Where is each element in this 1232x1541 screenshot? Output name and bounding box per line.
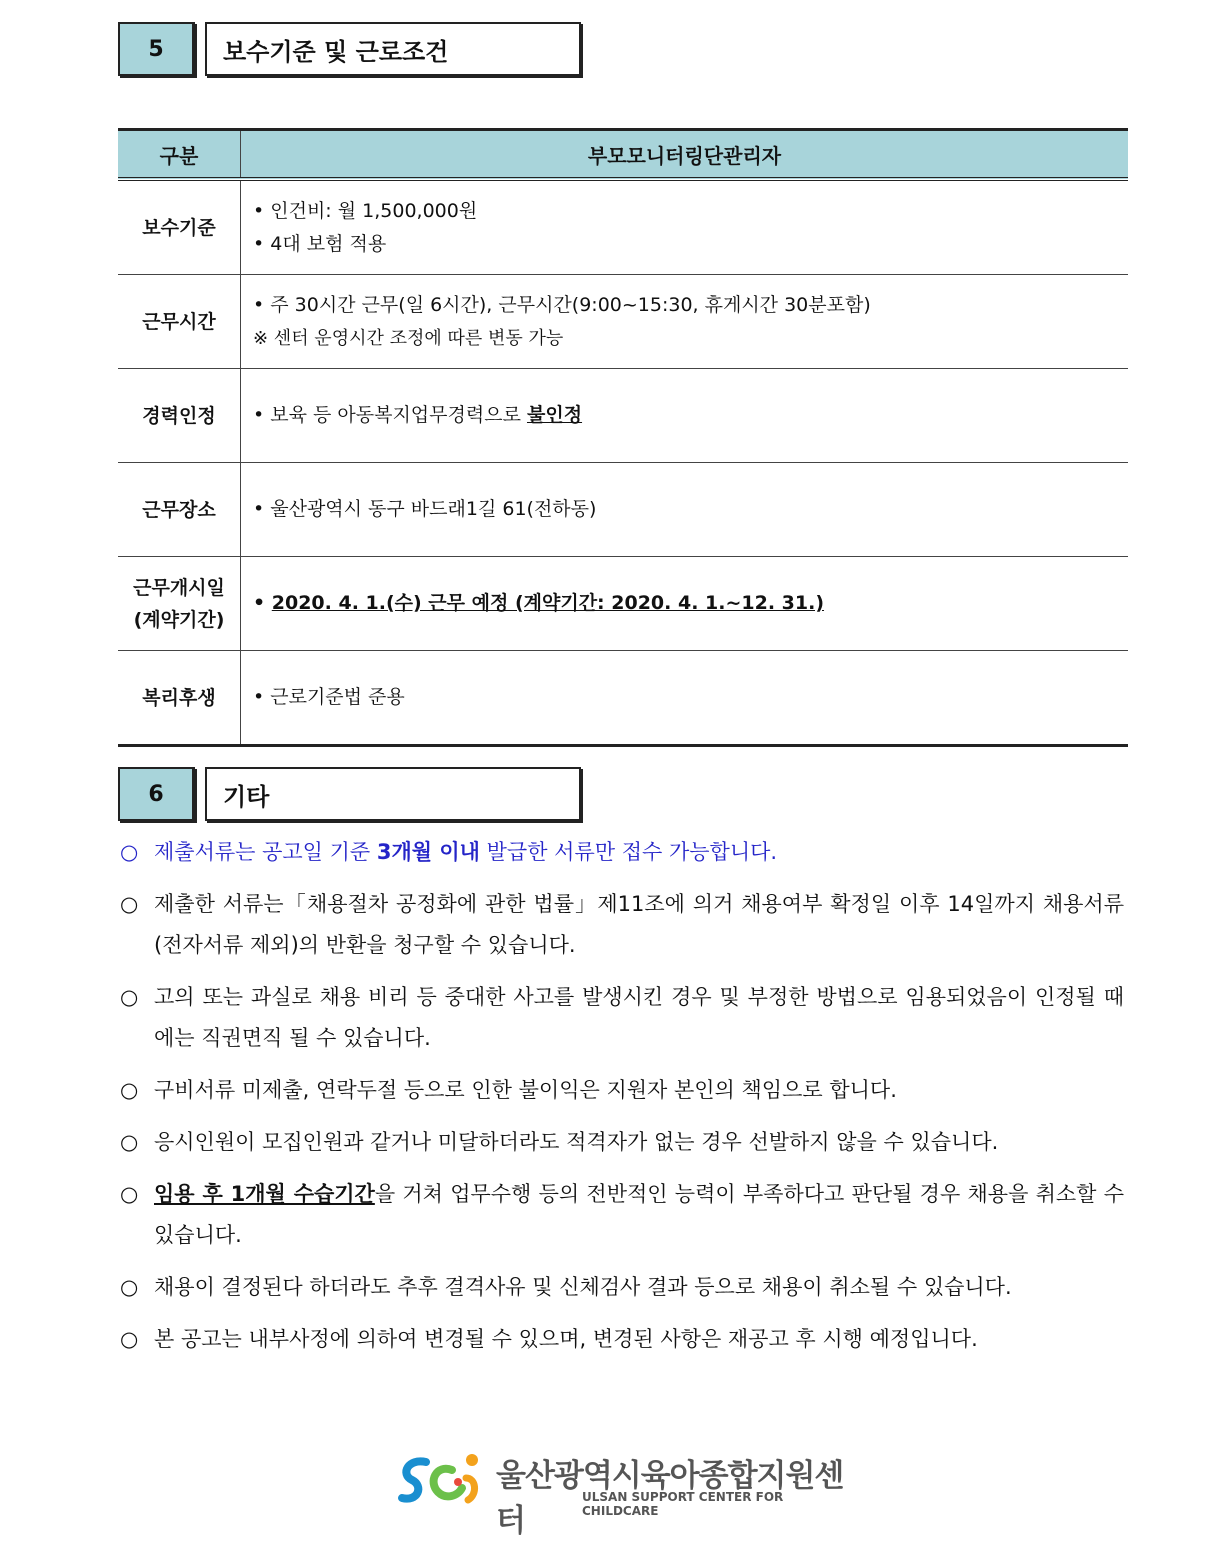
- header-position: 부모모니터링단관리자: [241, 130, 1129, 180]
- row-value: [241, 651, 1129, 746]
- row-line: • 주 30시간 근무(일 6시간), 근무시간(9:00~15:30, 휴게시간 30분포함): [253, 289, 1127, 322]
- section-title: 보수기준 및 근로조건: [205, 22, 581, 76]
- list-item: [118, 1267, 1124, 1308]
- section-number: 6: [118, 767, 195, 821]
- list-item: [118, 1070, 1124, 1111]
- section-5-header: [118, 22, 581, 76]
- row-line: • 4대 보험 적용: [253, 228, 1127, 261]
- row-line: • 울산광역시 동구 바드래1길 61(전하동): [253, 493, 1127, 526]
- circle-bullet-icon: ○: [120, 892, 139, 916]
- list-item: [118, 1174, 1124, 1256]
- note-text: 본 공고는 내부사정에 의하여 변경될 수 있으며, 변경된 사항은 재공고 후 시행 예정입니다.: [154, 1327, 978, 1351]
- row-label: 보수기준: [118, 179, 241, 275]
- circle-bullet-icon: ○: [120, 1130, 139, 1154]
- circle-bullet-icon: ○: [120, 1182, 139, 1206]
- row-value: [241, 275, 1129, 369]
- note-text: 제출서류는 공고일 기준: [154, 840, 377, 864]
- note-text: 채용이 결정된다 하더라도 추후 결격사유 및 신체검사 결과 등으로 채용이 취소될 수 있습니다.: [154, 1275, 1012, 1299]
- table-header-row: [118, 130, 1128, 180]
- notes-list: [118, 832, 1124, 1371]
- section-number: 5: [118, 22, 195, 76]
- note-text: 제출한 서류는「채용절차 공정화에 관한 법률」제11조에 의거 채용여부 확정일 이후 14일까지 채용서류(전자서류 제외)의 반환을 청구할 수 있습니다.: [154, 892, 1124, 957]
- center-logo-icon: [396, 1448, 492, 1512]
- table-row: [118, 651, 1128, 746]
- circle-bullet-icon: ○: [120, 840, 139, 864]
- table-row: [118, 275, 1128, 369]
- note-text: 을 거쳐 업무수행 등의 전반적인 능력이 부족하다고 판단될 경우 채용을 취소할 수 있습니다.: [154, 1182, 1124, 1247]
- note-emphasis: 3개월 이내: [376, 840, 480, 864]
- section-title: 기타: [205, 767, 581, 821]
- note-text: 발급한 서류만 접수 가능합니다.: [479, 840, 778, 864]
- row-label: [118, 557, 241, 651]
- row-label: 복리후생: [118, 651, 241, 746]
- circle-bullet-icon: ○: [120, 985, 139, 1009]
- circle-bullet-icon: ○: [120, 1078, 139, 1102]
- row-value: [241, 369, 1129, 463]
- note-text: 고의 또는 과실로 채용 비리 등 중대한 사고를 발생시킨 경우 및 부정한 방법으로 임용되었음이 인정될 때에는 직권면직 될 수 있습니다.: [154, 985, 1124, 1050]
- list-item: [118, 884, 1124, 966]
- row-line: 2020. 4. 1.(수) 근무 예정 (계약기간: 2020. 4. 1.~12. 31.): [271, 592, 825, 614]
- row-value: [241, 179, 1129, 275]
- row-value: • 2020. 4. 1.(수) 근무 예정 (계약기간: 2020. 4. 1.~12. 31.): [241, 557, 1129, 651]
- row-label-line: 근무개시일: [133, 576, 225, 599]
- list-item: [118, 1122, 1124, 1163]
- row-note: ※ 센터 운영시간 조정에 따른 변동 가능: [253, 327, 564, 349]
- row-line: • 근로기준법 준용: [253, 681, 1127, 714]
- note-text: 응시인원이 모집인원과 같거나 미달하더라도 적격자가 없는 경우 선발하지 않을 수 있습니다.: [154, 1130, 999, 1154]
- row-label-line: (계약기간): [133, 608, 225, 631]
- table-row: [118, 557, 1128, 651]
- conditions-table: [118, 128, 1128, 747]
- row-line: • 보육 등 아동복지업무경력으로: [253, 404, 527, 426]
- list-item: [118, 1319, 1124, 1360]
- center-subtitle: ULSAN SUPPORT CENTER FOR CHILDCARE: [582, 1490, 784, 1518]
- table-row: [118, 463, 1128, 557]
- header-category: 구분: [118, 130, 241, 180]
- circle-bullet-icon: ○: [120, 1327, 139, 1351]
- center-name: 울산광역시육아종합지원센터: [496, 1458, 844, 1539]
- section-6-header: [118, 767, 581, 821]
- table-row: [118, 369, 1128, 463]
- table-row: [118, 179, 1128, 275]
- list-item: [118, 832, 1124, 873]
- note-text: 구비서류 미제출, 연락두절 등으로 인한 불이익은 지원자 본인의 책임으로 합니다.: [154, 1078, 897, 1102]
- list-item: [118, 977, 1124, 1059]
- circle-bullet-icon: ○: [120, 1275, 139, 1299]
- row-label: 근무시간: [118, 275, 241, 369]
- footer-logo: [396, 1448, 856, 1539]
- row-value: [241, 463, 1129, 557]
- note-emphasis: 임용 후 1개월 수습기간: [154, 1182, 375, 1206]
- row-emphasis: 불인정: [526, 404, 583, 426]
- row-label: 경력인정: [118, 369, 241, 463]
- row-label: 근무장소: [118, 463, 241, 557]
- row-line: • 인건비: 월 1,500,000원: [253, 195, 1127, 228]
